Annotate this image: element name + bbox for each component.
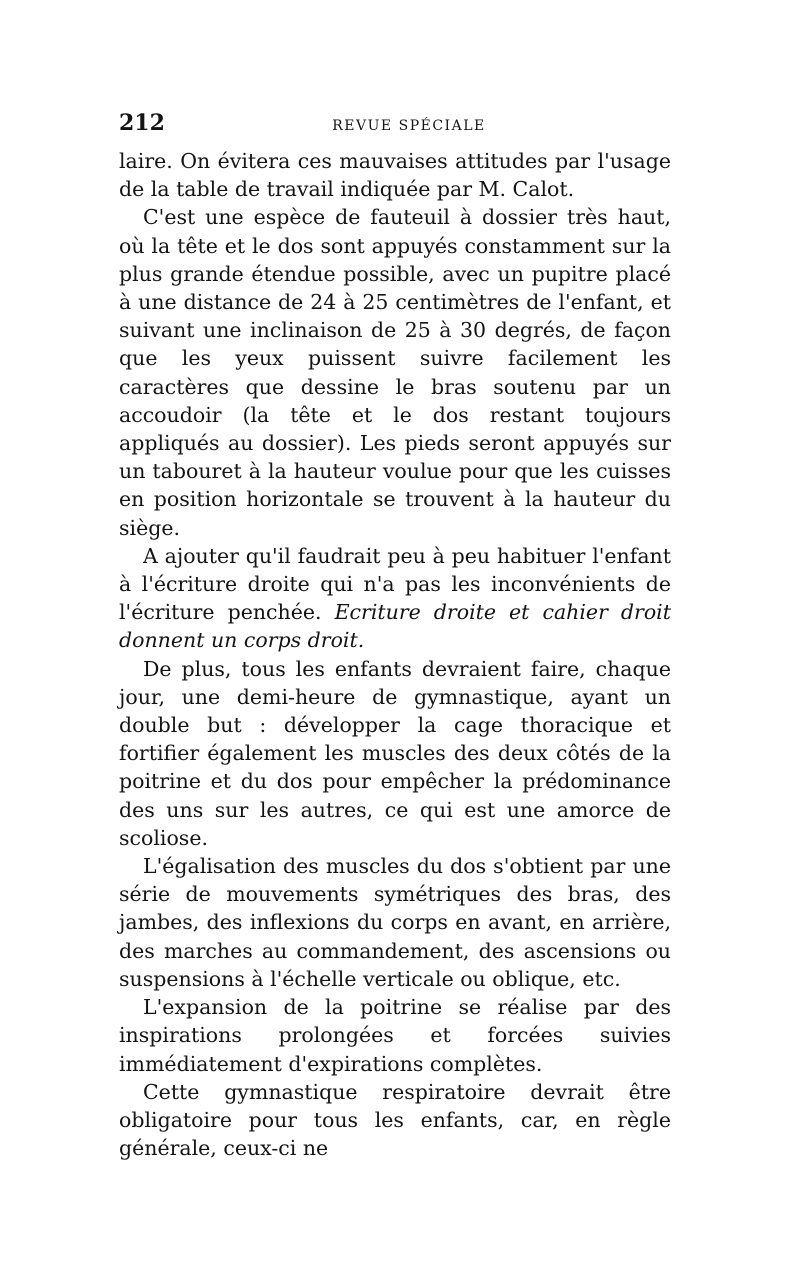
running-head (119, 110, 671, 140)
paragraph-fauteuil: C'est une espèce de fauteuil à dossier très haut, où la tête et le dos sont appuyés constamment sur la plus grande étendue possible, avec un pupitre placé à une distance de 24 à 25 centimètres de l'enfant, et suivant une inclinaison de 25 à 30 degrés, de façon que les yeux puissent suivre facilement les caractères que dessine le bras soutenu par un accoudoir (la tête et le dos restant toujours appliqués au dossier). Les pieds seront appuyés sur un tabouret à la hauteur voulue pour que les cuisses en position horizontale se trouvent à la hauteur du siège. (119, 205, 671, 540)
paragraph-respiratoire: Cette gymnastique respiratoire devrait être obligatoire pour tous les enfants, car, en règle générale, ceux-ci ne (119, 1079, 671, 1161)
paragraph-egalisation: L'égalisation des muscles du dos s'obtient par une série de mouvements symétriques des bras, des jambes, des inflexions du corps en avant, en arrière, des marches au commandement, des ascensions ou suspensions à l'échelle verticale ou oblique, etc. (119, 854, 671, 991)
journal-title: REVUE SPÉCIALE (332, 118, 486, 134)
italic-maxim: Ecriture droite et cahier droit donnent un corps droit. (119, 600, 671, 653)
paragraph-gymnastique: De plus, tous les enfants devraient faire, chaque jour, une demi-heure de gymnastique, ayant un double but : développer la cage thoracique et fortifier également les muscles des deux côtés de la poitrine et du dos pour empêcher la prédominance des uns sur les autres, ce qui est une amorce de scoliose. (119, 656, 671, 850)
paragraph-ecriture-droite-text: A ajouter qu'il faudrait peu à peu habituer l'enfant à l'écriture droite qui n'a pas les inconvénients de l'écriture penchée. (119, 543, 671, 625)
paragraph-continuation: laire. On évitera ces mauvaises attitudes par l'usage de la table de travail indiquée par M. Calot. (119, 149, 671, 202)
page-number: 212 (119, 110, 165, 136)
body-text (119, 147, 671, 1162)
paragraph-expansion: L'expansion de la poitrine se réalise par des inspirations prolongées et forcées suivies immédiatement d'expirations complètes. (119, 995, 671, 1076)
paragraph-ecriture-droite (119, 542, 671, 655)
